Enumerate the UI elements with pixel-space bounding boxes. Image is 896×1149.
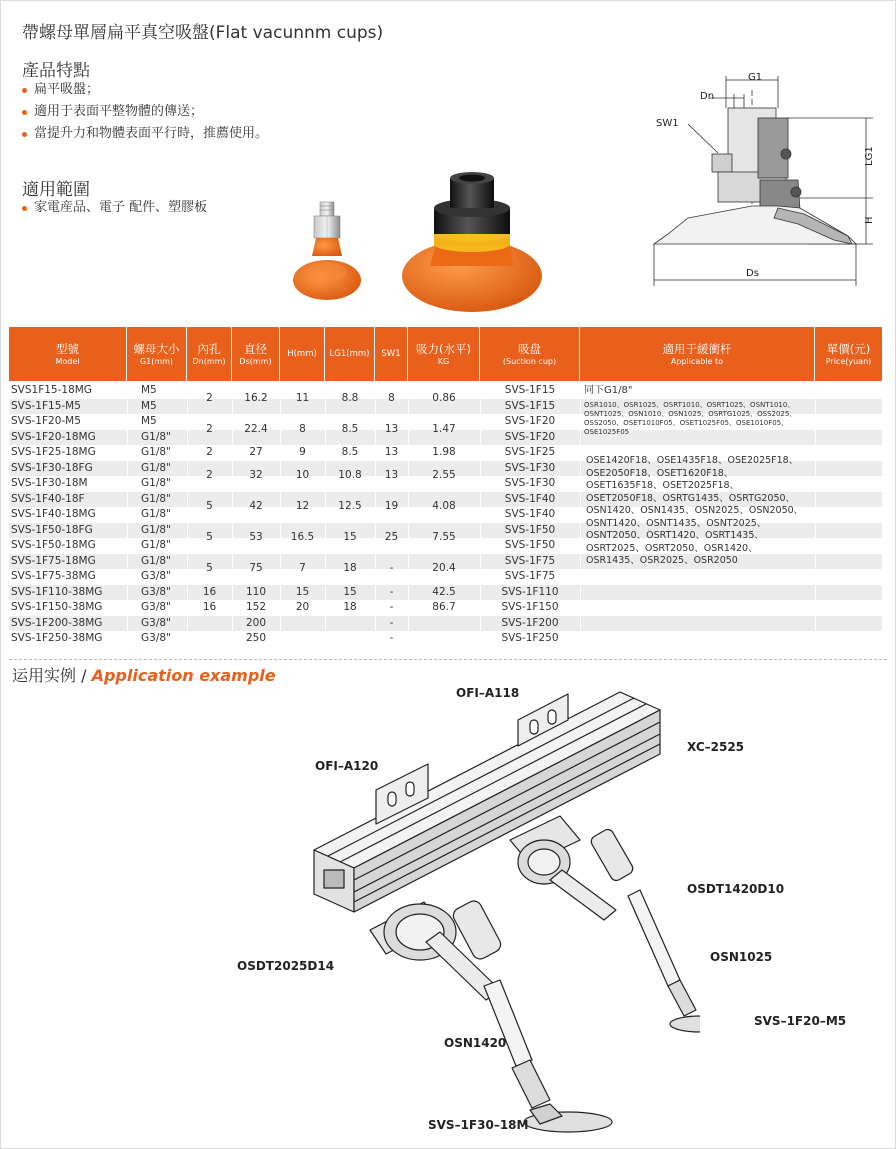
col-force: 吸力(水平) KG xyxy=(408,327,480,381)
label-osdt2025d14: OSDT2025D14 xyxy=(237,959,335,973)
dn-cell: 16 xyxy=(202,585,217,598)
g1-cell: G1/8" xyxy=(141,508,171,520)
ds-cell: 200 xyxy=(245,616,267,629)
g1-cell: G1/8" xyxy=(141,430,171,443)
h-cell: 10 xyxy=(295,469,310,482)
table-header xyxy=(9,327,882,381)
g1-cell: G1/8" xyxy=(141,477,171,489)
h-cell: 7 xyxy=(299,562,306,575)
cup-cell: SVS-1F250 xyxy=(501,632,559,644)
cup-cell: SVS-1F40 xyxy=(504,508,556,520)
model-cell: SVS1F15-18MG xyxy=(11,384,92,396)
force-cell: 20.4 xyxy=(432,562,456,575)
g1-cell: M5 xyxy=(141,384,157,396)
dn-cell: 2 xyxy=(206,469,213,482)
cup-cell: SVS-1F30 xyxy=(504,477,556,489)
model-cell: SVS-1F20-18MG xyxy=(11,430,96,443)
lg1-cell: 8.5 xyxy=(341,446,359,458)
dim-sw1: SW1 xyxy=(656,118,679,129)
g1-cell: G1/8" xyxy=(141,446,171,458)
ds-cell: 110 xyxy=(245,585,267,598)
lg1-cell: 15 xyxy=(343,585,357,598)
col-dn: 內孔 Dn(mm) xyxy=(187,327,232,381)
column-divider xyxy=(480,383,481,647)
col-cup: 吸盘 (Suction cup) xyxy=(480,327,580,381)
col-lg1: LG1(mm) xyxy=(325,327,375,381)
ds-cell: 42 xyxy=(249,500,263,513)
applicable-cell-1-detail: OSR1010、OSR1025、OSRT1010、OSRT1025、OSNT1010、OSNT1025、OSN1010、OSN1025、OSRTG1025、OSS2025、OSS2050、OSET1010F05、OSET1025F05、OSE1010F05、OSE1025F05 xyxy=(584,401,797,436)
g1-cell: G3/8" xyxy=(141,616,171,629)
column-divider xyxy=(187,383,188,647)
dn-cell: 5 xyxy=(206,500,213,513)
large-cup-photo xyxy=(398,170,548,318)
lg1-cell: 10.8 xyxy=(338,469,362,482)
lg1-cell: 8.8 xyxy=(341,391,359,404)
label-ofi-a120: OFI–A120 xyxy=(315,759,379,773)
column-divider xyxy=(375,383,376,647)
usage-list xyxy=(22,197,207,219)
lg1-cell: 8.5 xyxy=(341,422,359,435)
small-cup-photo xyxy=(290,196,374,306)
column-divider xyxy=(815,383,816,647)
features-heading: 產品特點 xyxy=(22,61,90,81)
dn-cell: 2 xyxy=(206,391,213,404)
ds-cell: 32 xyxy=(249,469,263,482)
model-cell: SVS-1F150-38MG xyxy=(11,601,103,613)
force-cell: 42.5 xyxy=(432,585,456,598)
h-cell: 20 xyxy=(295,601,310,613)
g1-cell: G3/8" xyxy=(141,585,171,598)
g1-cell: G1/8" xyxy=(141,539,171,551)
lg1-cell: 15 xyxy=(343,531,357,544)
force-cell: 1.47 xyxy=(432,422,456,435)
force-cell: 86.7 xyxy=(432,601,456,613)
sw1-cell: - xyxy=(389,601,394,613)
dim-g1: G1 xyxy=(748,72,763,83)
sw1-cell: 13 xyxy=(384,446,399,458)
application-illustration xyxy=(300,680,700,1140)
force-cell: 7.55 xyxy=(432,531,456,544)
ds-cell: 27 xyxy=(249,446,263,458)
sw1-cell: 8 xyxy=(388,391,395,404)
usage-item: 家電産品、電子 配件、塑膠板 xyxy=(22,197,207,219)
dim-ds: Ds xyxy=(746,268,759,279)
cup-cell: SVS-1F15 xyxy=(504,384,556,396)
cup-cell: SVS-1F150 xyxy=(501,601,559,613)
g1-cell: M5 xyxy=(141,415,157,427)
features-list xyxy=(22,79,268,145)
applicable-cell-1: 同下G1/8" xyxy=(584,385,633,396)
ds-cell: 16.2 xyxy=(244,391,268,404)
cup-cell: SVS-1F50 xyxy=(504,523,556,536)
col-applicable: 適用于緩衝杆 Applicable to xyxy=(580,327,815,381)
section-divider xyxy=(9,659,887,660)
g1-cell: G3/8" xyxy=(141,601,171,613)
dim-dn: Dn xyxy=(700,91,715,102)
g1-cell: G1/8" xyxy=(141,554,171,567)
feature-item: 扁平吸盤； xyxy=(22,79,268,101)
force-cell: 0.86 xyxy=(432,391,456,404)
sw1-cell: 13 xyxy=(384,422,399,435)
model-cell: SVS-1F50-18FG xyxy=(11,523,93,536)
g1-cell: G1/8" xyxy=(141,523,171,536)
label-svs-1f20-m5: SVS–1F20–M5 xyxy=(754,1014,847,1028)
label-xc-2525: XC–2525 xyxy=(687,740,745,754)
column-divider xyxy=(232,383,233,647)
cup-cell: SVS-1F75 xyxy=(504,554,556,567)
model-cell: SVS-1F15-M5 xyxy=(11,399,81,412)
model-cell: SVS-1F40-18F xyxy=(11,492,85,505)
lg1-cell: 18 xyxy=(343,562,357,575)
column-divider xyxy=(408,383,409,647)
cup-cell: SVS-1F25 xyxy=(504,446,556,458)
dn-cell: 16 xyxy=(202,601,217,613)
h-cell: 8 xyxy=(299,422,306,435)
col-h: H(mm) xyxy=(280,327,325,381)
table-row xyxy=(9,631,882,647)
label-osn1420: OSN1420 xyxy=(444,1036,507,1050)
h-cell: 11 xyxy=(295,391,310,404)
cup-cell: SVS-1F50 xyxy=(504,539,556,551)
model-cell: SVS-1F20-M5 xyxy=(11,415,81,427)
dn-cell: 2 xyxy=(206,446,213,458)
cup-cell: SVS-1F110 xyxy=(501,585,559,598)
sw1-cell: - xyxy=(389,562,394,575)
label-ofi-a118: OFI–A118 xyxy=(456,686,520,700)
ds-cell: 75 xyxy=(249,562,263,575)
g1-cell: G1/8" xyxy=(141,492,171,505)
table-row xyxy=(9,616,882,632)
force-cell: 2.55 xyxy=(432,469,456,482)
label-osn1025: OSN1025 xyxy=(710,950,773,964)
col-sw1: SW1 xyxy=(375,327,408,381)
h-cell: 9 xyxy=(299,446,306,458)
h-cell: 15 xyxy=(295,585,310,598)
col-ds: 直径 Ds(mm) xyxy=(232,327,280,381)
column-divider xyxy=(580,383,581,647)
sw1-cell: - xyxy=(389,632,394,644)
lg1-cell: 12.5 xyxy=(338,500,362,513)
cup-cell: SVS-1F20 xyxy=(504,415,556,427)
sw1-cell: - xyxy=(389,585,394,598)
model-cell: SVS-1F250-38MG xyxy=(11,632,103,644)
ds-cell: 152 xyxy=(245,601,267,613)
model-cell: SVS-1F50-18MG xyxy=(11,539,96,551)
label-svs-1f30-18m: SVS–1F30–18M xyxy=(428,1118,529,1132)
model-cell: SVS-1F75-18MG xyxy=(11,554,96,567)
cup-cell: SVS-1F15 xyxy=(504,399,556,412)
cup-cell: SVS-1F30 xyxy=(504,461,556,474)
model-cell: SVS-1F200-38MG xyxy=(11,616,103,629)
col-g1: 螺母大小 G1(mm) xyxy=(127,327,187,381)
h-cell: 12 xyxy=(295,500,310,513)
sw1-cell: 13 xyxy=(384,469,399,482)
dim-lg1: LG1 xyxy=(864,146,875,166)
cup-cell: SVS-1F20 xyxy=(504,430,556,443)
g1-cell: G3/8" xyxy=(141,570,171,582)
dim-h: H xyxy=(864,216,875,224)
column-divider xyxy=(280,383,281,647)
application-title: 运用实例 / Application example xyxy=(12,666,276,685)
column-divider xyxy=(325,383,326,647)
dn-cell: 2 xyxy=(206,422,213,435)
cup-cell: SVS-1F200 xyxy=(501,616,559,629)
ds-cell: 22.4 xyxy=(244,422,268,435)
label-osdt1420d10: OSDT1420D10 xyxy=(687,882,785,896)
page-title: 帶螺母單層扁平真空吸盤(Flat vacunnm cups) xyxy=(22,23,384,43)
sw1-cell: 19 xyxy=(384,500,399,513)
ds-cell: 250 xyxy=(245,632,267,644)
cup-cell: SVS-1F75 xyxy=(504,570,556,582)
feature-item: 當提升力和物體表面平行時，推薦使用。 xyxy=(22,123,268,145)
column-divider xyxy=(127,383,128,647)
model-cell: SVS-1F25-18MG xyxy=(11,446,96,458)
force-cell: 4.08 xyxy=(432,500,456,513)
g1-cell: G1/8" xyxy=(141,461,171,474)
cup-cell: SVS-1F40 xyxy=(504,492,556,505)
usage-heading: 適用範圍 xyxy=(22,180,90,200)
col-model: 型號 Model xyxy=(9,327,127,381)
applicable-cell-2: OSE1420F18、OSE1435F18、OSE2025F18、OSE2050F18、OSET1620F18、OSET1635F18、OSET2025F18、OSET2050F18、OSRTG1435、OSRTG2050、OSN1420、OSN1435、OSN2025、OSN2050、OSNT1420、OSNT1435、OSNT2025、OSNT2050、OSRT1420、OSRT1435、OSRT2025、OSRT2050、OSR1420、OSR1435、OSR2025、OSR2050 xyxy=(586,455,804,566)
sw1-cell: - xyxy=(389,616,394,629)
h-cell: 16.5 xyxy=(290,531,315,544)
sw1-cell: 25 xyxy=(384,531,399,544)
model-cell: SVS-1F75-38MG xyxy=(11,570,96,582)
col-price: 單價(元) Price(yuan) xyxy=(815,327,882,381)
lg1-cell: 18 xyxy=(343,601,357,613)
g1-cell: M5 xyxy=(141,399,157,412)
force-cell: 1.98 xyxy=(432,446,456,458)
feature-item: 適用于表面平整物體的傳送； xyxy=(22,101,268,123)
model-cell: SVS-1F40-18MG xyxy=(11,508,96,520)
technical-drawing xyxy=(648,68,886,290)
model-cell: SVS-1F30-18M xyxy=(11,477,88,489)
ds-cell: 53 xyxy=(249,531,263,544)
dn-cell: 5 xyxy=(206,531,213,544)
model-cell: SVS-1F110-38MG xyxy=(11,585,103,598)
dn-cell: 5 xyxy=(206,562,213,575)
g1-cell: G3/8" xyxy=(141,632,171,644)
model-cell: SVS-1F30-18FG xyxy=(11,461,93,474)
